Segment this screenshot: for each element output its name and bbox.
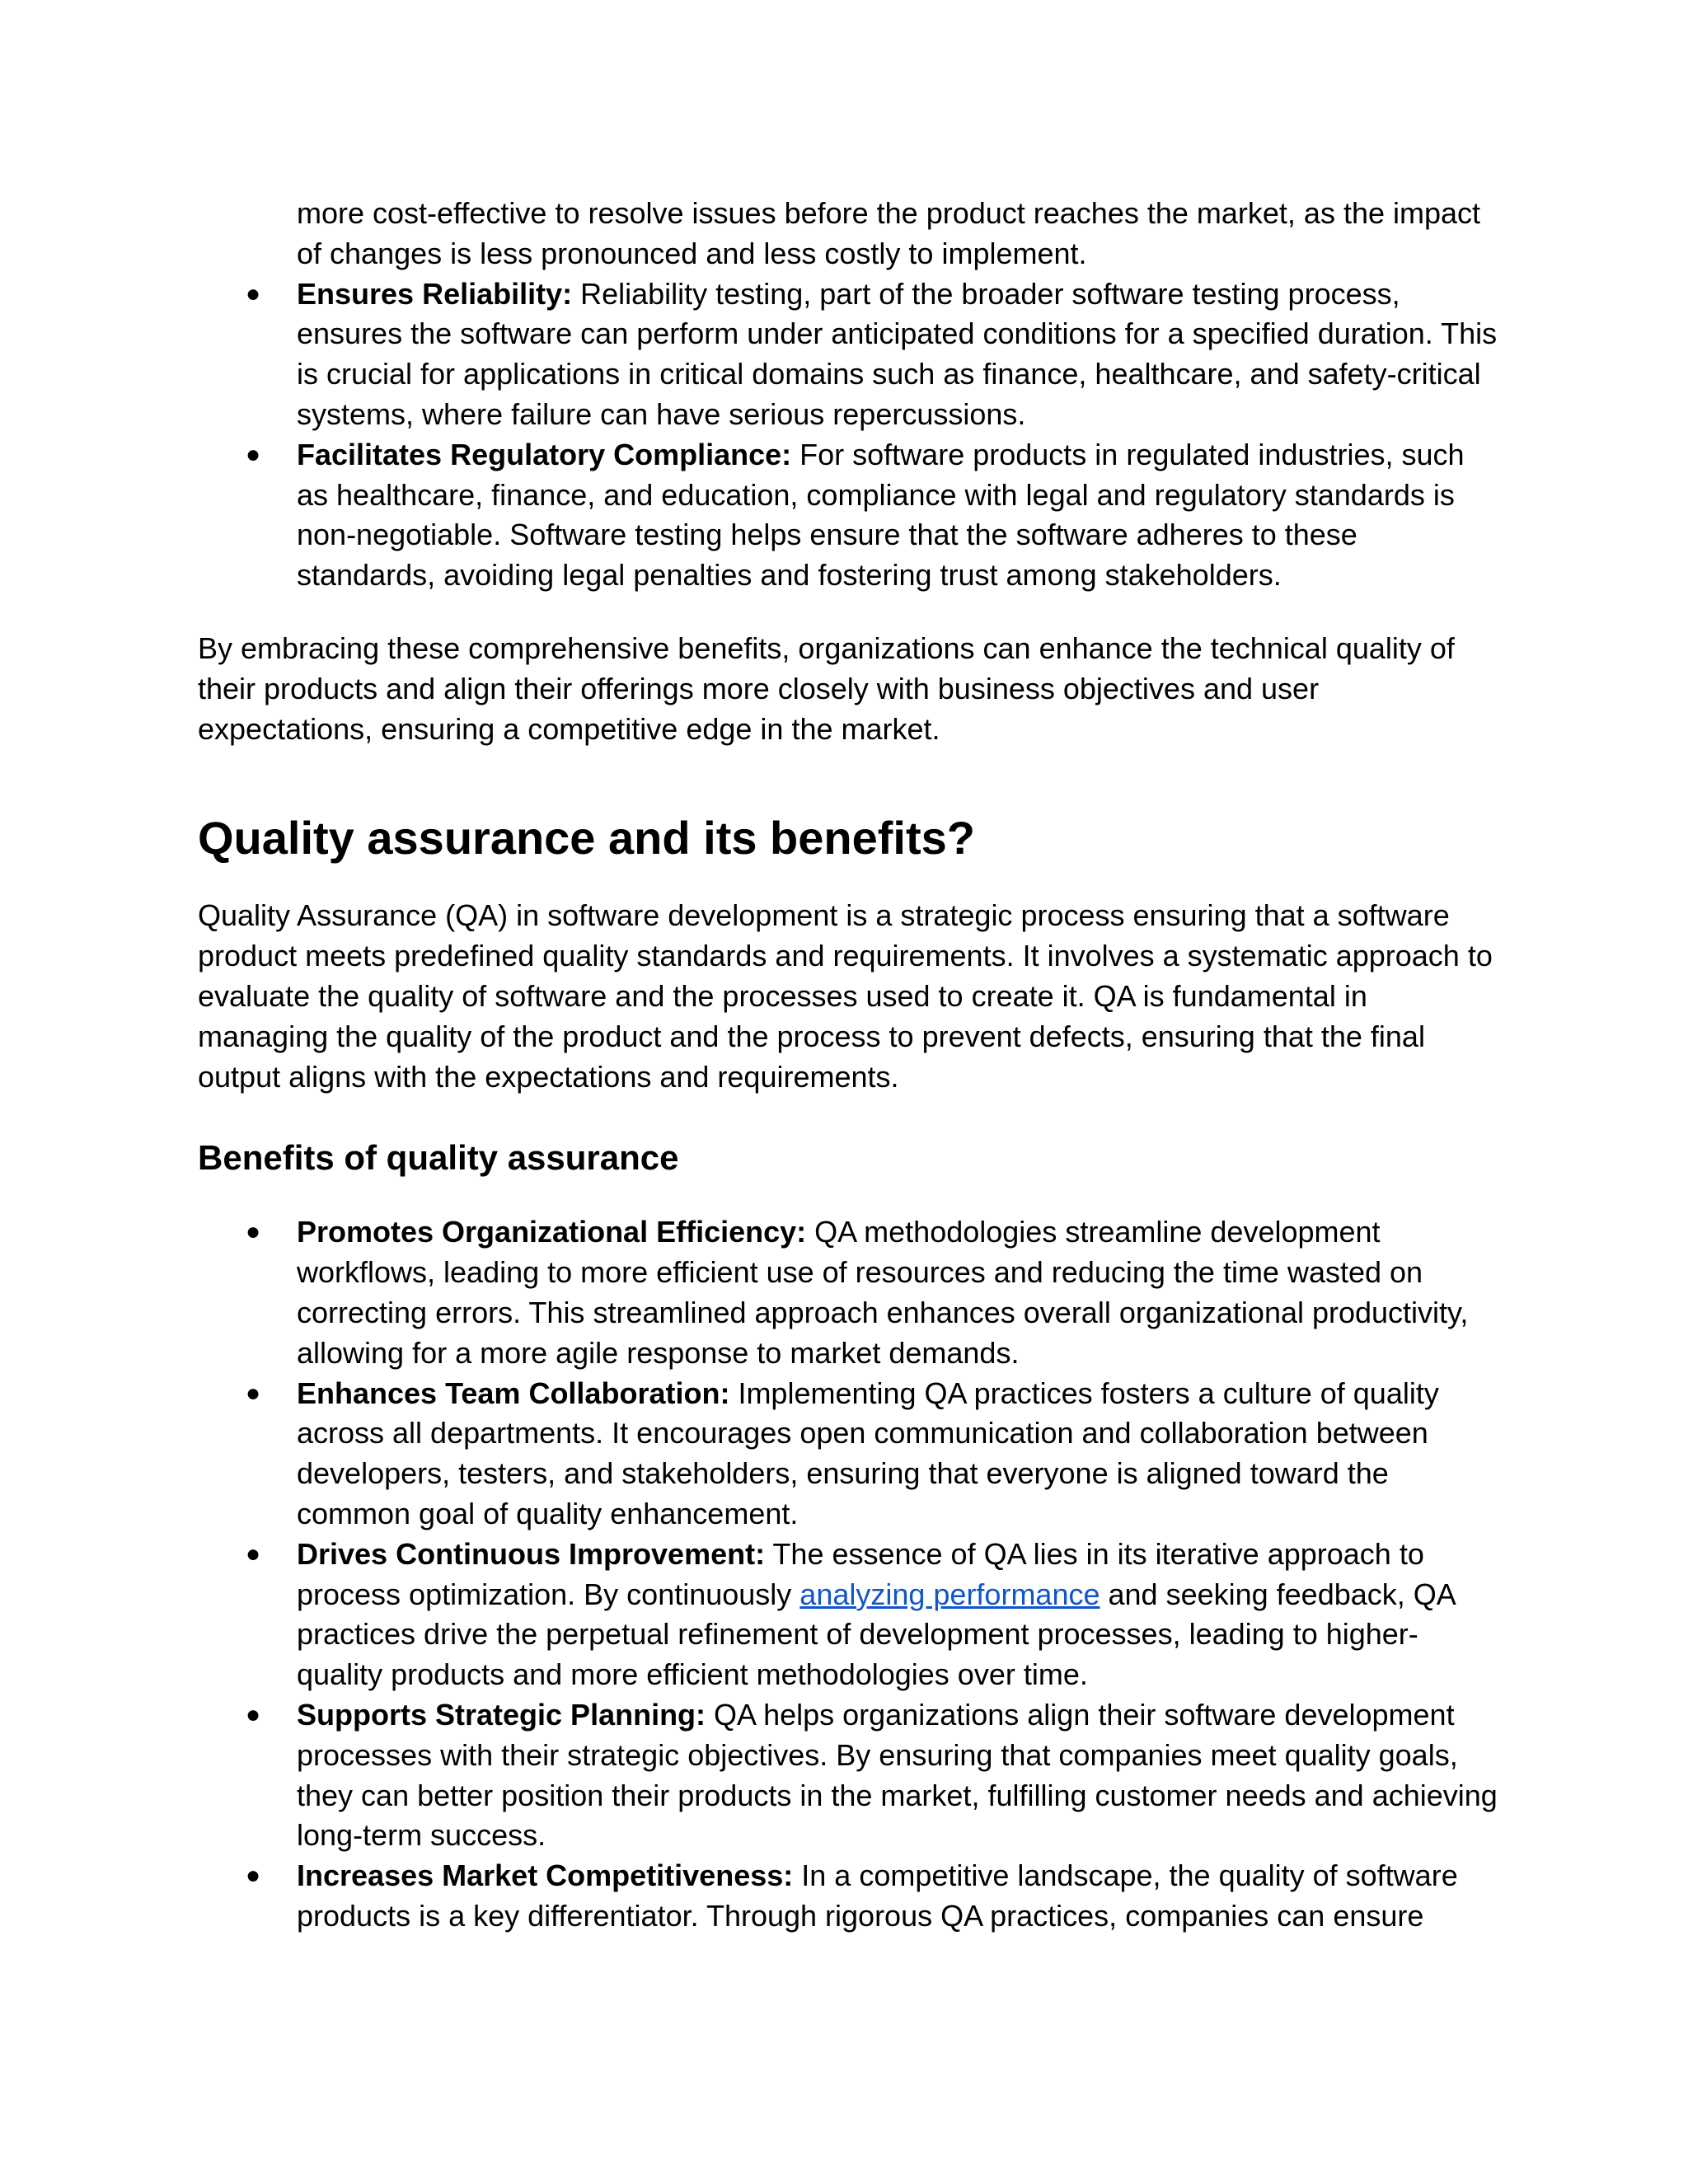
list-item-text: Implementing QA practices fosters a culture of quality across all departments. It encourages open communication and collaboration between developers, testers, and stakeholders, ensuring that everyone is aligned toward the common goal of quality enhancement. bbox=[297, 1376, 1439, 1530]
list-item-title: Enhances Team Collaboration: bbox=[297, 1376, 730, 1410]
bullet-icon: ● bbox=[246, 1379, 261, 1407]
list-item-text: QA helps organizations align their software development processes with their strategic objectives. By ensuring that companies meet quality goals, they can better position their products in the market, fulfilling customer needs and achieving long-term success. bbox=[297, 1697, 1498, 1853]
qa-benefits-list bbox=[198, 1212, 1500, 1936]
section-heading: Quality assurance and its benefits? bbox=[198, 812, 975, 865]
list-item-continued-text: more cost-effective to resolve issues before the product reaches the market, as the impact of changes is less pronounced and less costly to implement. bbox=[297, 196, 1481, 270]
list-item-text: In a competitive landscape, the quality of software products is a key differentiator. Through rigorous QA practices, companies can ensure bbox=[297, 1858, 1458, 1933]
bullet-icon: ● bbox=[246, 1700, 261, 1728]
list-item-organizational-efficiency bbox=[198, 1212, 1500, 1373]
list-item-title: Drives Continuous Improvement: bbox=[297, 1536, 766, 1571]
list-item-title: Ensures Reliability: bbox=[297, 276, 573, 311]
list-item-text: QA methodologies streamline development workflows, leading to more efficient use of resources and reducing the time wasted on correcting errors. This streamlined approach enhances overall organizational productivity, allowing for a more agile response to market demands. bbox=[297, 1215, 1469, 1370]
list-item-title: Promotes Organizational Efficiency: bbox=[297, 1215, 807, 1249]
document-page bbox=[198, 194, 1500, 1937]
bullet-icon: ● bbox=[246, 1540, 261, 1568]
list-item-market-competitiveness bbox=[198, 1856, 1500, 1937]
list-item-title: Supports Strategic Planning: bbox=[297, 1697, 706, 1732]
list-item-title: Increases Market Competitiveness: bbox=[297, 1858, 794, 1893]
list-item-ensures-reliability bbox=[198, 274, 1500, 435]
list-item-continuous-improvement bbox=[198, 1535, 1500, 1695]
analyzing-performance-link[interactable]: analyzing performance bbox=[799, 1577, 1100, 1611]
list-item-text: For software products in regulated industries, such as healthcare, finance, and education, compliance with legal and regulatory standards is non-negotiable. Software testing helps ensure that the software adheres to these standards, avoiding legal penalties and fostering trust among stakeholders. bbox=[297, 437, 1465, 593]
summary-paragraph: By embracing these comprehensive benefits, organizations can enhance the technical quality of their products and align their offerings more closely with business objectives and user expectations, ensuring a competitive edge in the market. bbox=[198, 630, 1455, 746]
qa-intro-paragraph: Quality Assurance (QA) in software development is a strategic process ensuring that a software product meets predefined quality standards and requirements. It involves a systematic approach to evaluate the quality of software and the processes used to create it. QA is fundamental in managing the quality of the product and the process to prevent defects, ensuring that the final output aligns with the expectations and requirements. bbox=[198, 898, 1493, 1094]
list-item-title: Facilitates Regulatory Compliance: bbox=[297, 437, 792, 471]
bullet-icon: ● bbox=[246, 1218, 261, 1246]
list-item-text: and seeking feedback, QA practices drive the perpetual refinement of development processes, leading to higher-quality products and more efficient methodologies over time. bbox=[297, 1577, 1455, 1692]
subsection-heading: Benefits of quality assurance bbox=[198, 1138, 679, 1178]
list-item-text: The essence of QA lies in its iterative approach to process optimization. By continuously bbox=[297, 1536, 1424, 1611]
list-item-text: Reliability testing, part of the broader software testing process, ensures the software can perform under anticipated conditions for a specified duration. This is crucial for applications in critical domains such as finance, healthcare, and safety-critical systems, where failure can have serious repercussions. bbox=[297, 276, 1498, 431]
bullet-icon: ● bbox=[246, 440, 261, 468]
list-item-continued bbox=[198, 194, 1500, 274]
list-item-team-collaboration bbox=[198, 1374, 1500, 1535]
list-item-strategic-planning bbox=[198, 1695, 1500, 1856]
intro-benefits-list bbox=[198, 194, 1500, 596]
list-item-regulatory-compliance bbox=[198, 435, 1500, 596]
bullet-icon: ● bbox=[246, 279, 261, 307]
bullet-icon: ● bbox=[246, 1862, 261, 1890]
